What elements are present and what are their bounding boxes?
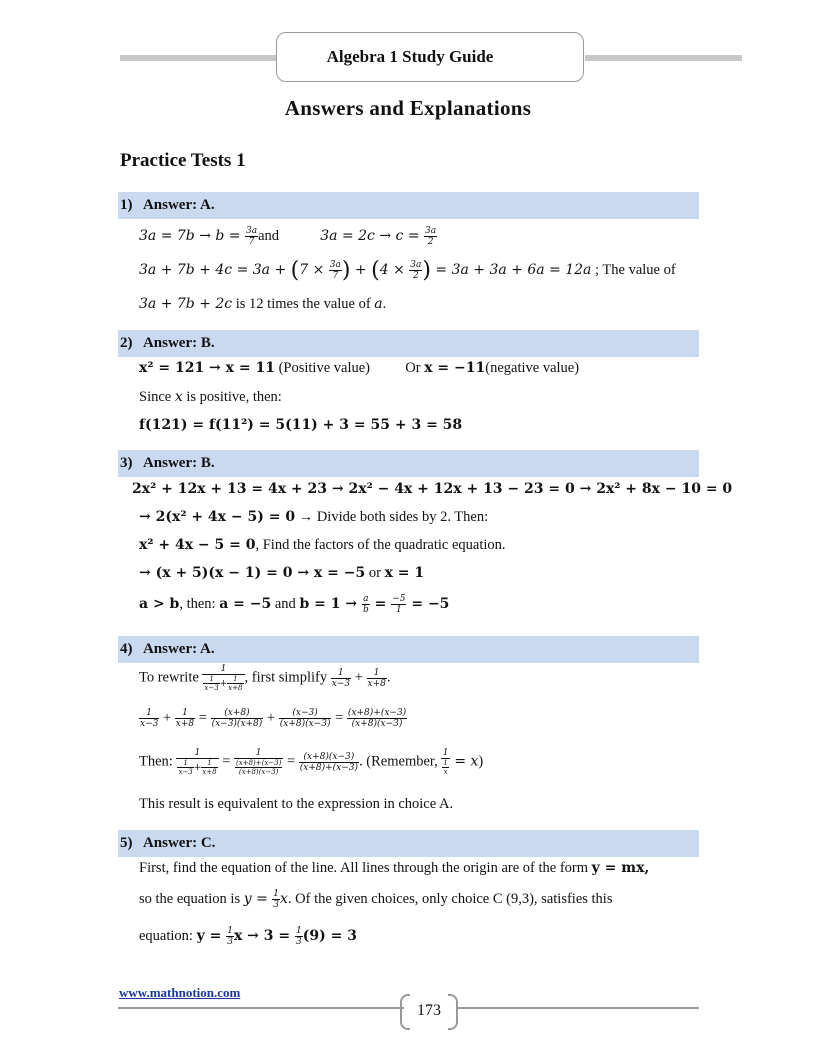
answer-3-line-2: → 2(x² + 4x − 5) = 0 → Divide both sides by 2. Then:: [139, 509, 489, 525]
page-number: 173: [417, 1002, 441, 1019]
answer-4-line-1: To rewrite 1 $\frac{1}{x-3}$ + $\frac{1}{x+8}$ , first simplify $\frac{1}{x-3}$ + $\frac{1}{x+8}$ .: [139, 664, 391, 692]
answer-5-line-1: First, find the equation of the line. All lines through the origin are of the form y = mx,: [139, 860, 650, 876]
footer-rule-left: [118, 1007, 404, 1009]
answer-1-line-1: 3a = 7b → b = $\frac{3a}{7}$ and 3a = 2c → c = $\frac{3a}{2}$: [139, 226, 437, 247]
header-title: Algebra 1 Study Guide: [326, 47, 494, 66]
answer-3-line-1: 2x² + 12x + 13 = 4x + 23 → 2x² − 4x + 12x + 13 − 23 = 0 → 2x² + 8x − 10 = 0: [132, 481, 733, 497]
header-rule-right: [585, 55, 742, 61]
website-link[interactable]: www.mathnotion.com: [119, 985, 241, 1000]
header-rule-left: [120, 55, 278, 61]
answer-bar-2: 2) Answer: B.: [118, 330, 699, 357]
section-title: Practice Tests 1: [120, 150, 246, 171]
page-number-box: [400, 994, 458, 1028]
answer-1-line-2: 3a + 7b + 4c = 3a + (7 × $\frac{3a}{7}$ ) + (4 × $\frac{3a}{2}$ ) = 3a + 3a + 6a = 12a ; The value of: [139, 258, 676, 283]
answer-1-line-3: 3a + 7b + 2c is 12 times the value of a.: [139, 296, 387, 312]
answer-3-line-3: x² + 4x − 5 = 0, Find the factors of the quadratic equation.: [139, 537, 506, 553]
answer-bar-1: 1) Answer: A.: [118, 192, 699, 219]
answer-3-line-4: → (x + 5)(x − 1) = 0 → x = −5 or x = 1: [139, 565, 425, 581]
footer-rule-right: [456, 1007, 699, 1009]
answer-4-line-4: This result is equivalent to the expression in choice A.: [139, 796, 454, 812]
answer-4-line-2: $\frac{1}{x-3}$ + $\frac{1}{x+8}$ = $\frac{(x+8)}{(x-3)(x+8)}$ + $\frac{(x-3)}{(x+8)(x-3)}$ = $\frac{(x+8)+(x-3)}{(x+8)(x-3)}$: [140, 708, 407, 729]
answer-2-line-3: f(121) = f(11²) = 5(11) + 3 = 55 + 3 = 58: [139, 417, 463, 433]
answer-bar-4: 4) Answer: A.: [118, 636, 699, 663]
answer-4-line-3: Then: 1 $\frac{1}{x-3}$ + $\frac{1}{x+8}$ = $\frac{1}{\frac{(x+8)+(x-3)}{(x+8)(x-3)}}$ = $\frac{(x+8)(x-3)}{(x+8)+(x-3)}$ . (Remember, $\frac{1}{\frac{1}{x}}$ = x): [139, 748, 484, 776]
answer-bar-5: 5) Answer: C.: [118, 830, 699, 857]
answer-2-line-2: Since x is positive, then:: [139, 389, 282, 405]
answer-2-line-1: x² = 121 → x = 11 (Positive value) Or x = −11(negative value): [139, 360, 580, 376]
page-title: Answers and Explanations: [284, 96, 532, 120]
page-bracket-right: [448, 994, 458, 1030]
answer-bar-3: 3) Answer: B.: [118, 450, 699, 477]
page-bracket-left: [400, 994, 410, 1030]
answer-5-line-2: so the equation is y = $\frac{1}{3}$ x. Of the given choices, only choice C (9,3), satisfies this: [139, 889, 613, 910]
answer-5-line-3: equation: y = $\frac{1}{3}$ x → 3 = $\frac{1}{3}$ (9) = 3: [139, 926, 357, 947]
header-box: [276, 32, 584, 82]
answer-3-line-5: a > b, then: a = −5 and b = 1 → $\frac{a}{b}$ = $\frac{-5}{1}$ = −5: [139, 594, 450, 615]
